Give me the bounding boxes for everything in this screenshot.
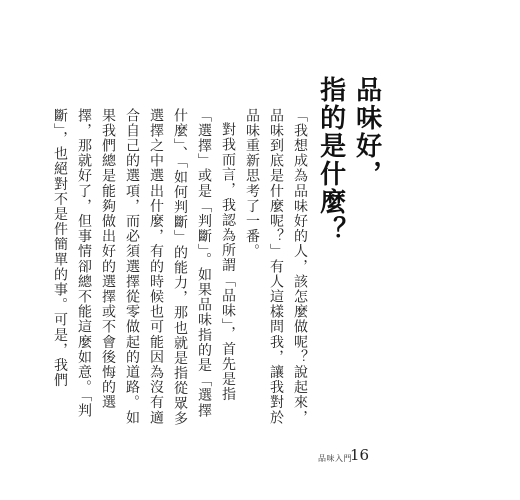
page-number: 16 bbox=[350, 446, 370, 464]
paragraph-1: 「我想成為品味好的人，該怎麼做呢？說起來，品味到底是什麼呢？」有人這樣問我，讓我對於品味重新思考了一番。 bbox=[244, 108, 308, 426]
paragraph-2: 對我而言，我認為所謂「品味」，首先是指「選擇」或是「判斷」。如果品味指的是「選擇什麼」、「如何判斷」的能力，那也就是指從眾多選擇之中選出什麼，有的時候也可能因為沒有適合自己的選項，而必須選擇從零做起的道路。如果我們總是能夠做出好的選擇或不會後悔的選擇，那就好了，但事情卻總不能這麼如意。「判斷」，也絕對不是件簡單的事。可是，我們 bbox=[52, 108, 236, 427]
chapter-title-line-2: 指的是什麼？ bbox=[315, 76, 346, 244]
chapter-title-line-1: 品味好， bbox=[351, 76, 382, 188]
body-text bbox=[48, 108, 312, 428]
running-head: 品味入門 bbox=[318, 454, 352, 463]
chapter-title bbox=[313, 76, 385, 244]
